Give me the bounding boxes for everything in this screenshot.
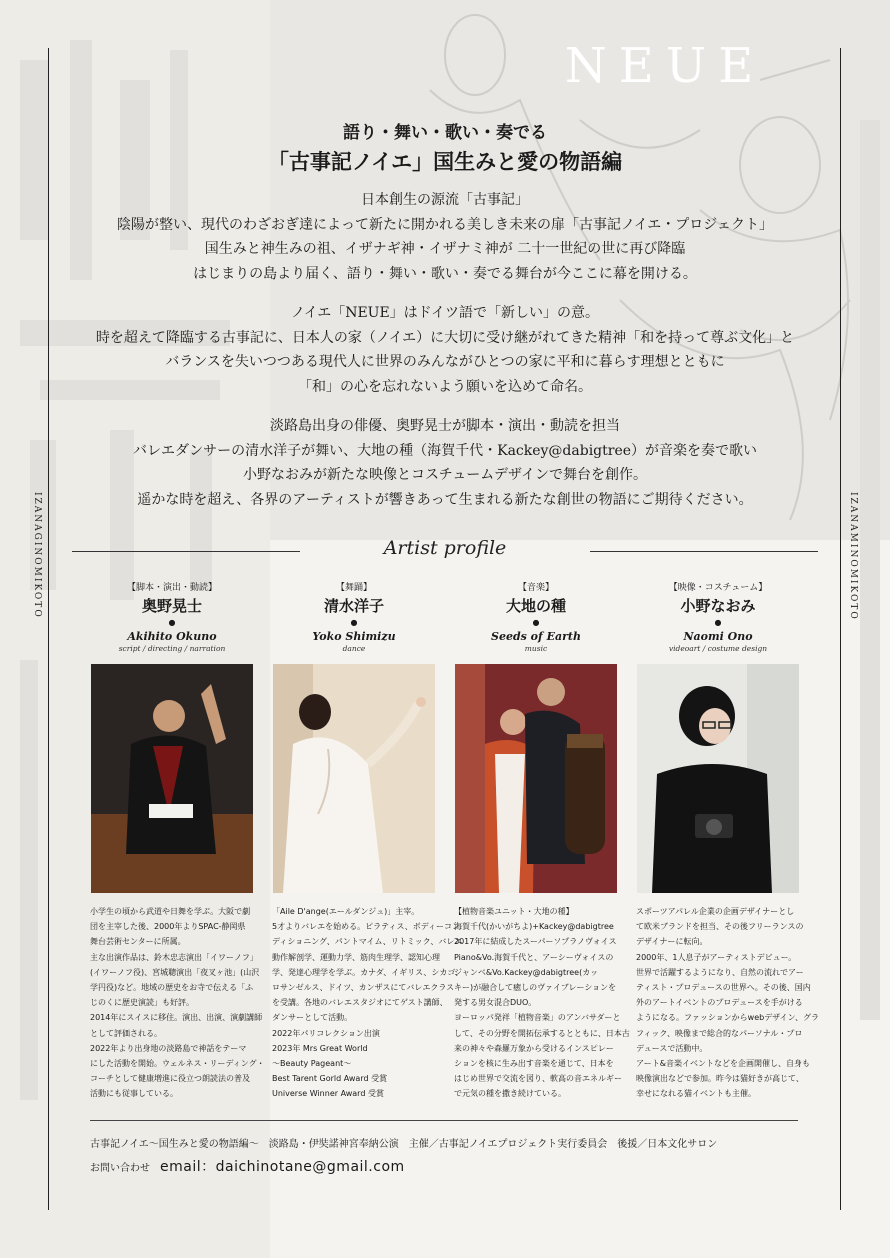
artist-header-okuno: [90, 582, 254, 654]
artist-dot: ●: [350, 618, 358, 627]
bio-line: で元気の種を撒き続けている。: [454, 1089, 566, 1099]
footer-contact: [90, 1156, 405, 1176]
artist-dot: ●: [532, 618, 540, 627]
bio-line: ジャンベ&Vo.Kackey@dabigtree(カッ: [454, 967, 599, 977]
bio-line: して、その分野を開拓伝承するとともに、日本古: [454, 1028, 630, 1038]
artist-name-en: Naomi Ono: [683, 630, 753, 643]
bio-line: 来の神々や森羅万象から受けるインスピレー: [454, 1043, 614, 1053]
footer-rule: [90, 1120, 798, 1121]
bio-ono: [636, 904, 820, 1102]
bio-line: を受講。各地のバレエスタジオにてゲスト講師、: [272, 998, 448, 1008]
bio-line: にした活動を開始。ウェルネス・リーディング・: [90, 1059, 265, 1069]
artist-profile-heading: Artist profile: [383, 537, 507, 559]
section-rule-right: [590, 551, 818, 552]
bio-line: 団を主宰した後、2000年よりSPAC-静岡県: [90, 922, 246, 932]
bio-line: 外のアートイベントのプロデュースを手がける: [636, 998, 803, 1008]
bio-line: はじめ世界で交流を図り、軟高の音エネルギー: [454, 1074, 622, 1084]
intro-line: 日本創生の源流「古事記」: [361, 192, 529, 208]
bio-line: 海賀千代(かいがちよ)+Kackey@dabigtree: [454, 922, 614, 932]
intro-line: バランスを失いつつある現代人に世界のみんながひとつの家に平和に暮らす理想とともに: [165, 354, 725, 370]
intro-line: はじまりの島より届く、語り・舞い・歌い・奏でる舞台が今ここに幕を開ける。: [193, 265, 697, 282]
bio-line: コーチとして健康増進に役立つ朗読法の普及: [90, 1074, 250, 1084]
contact-email-link[interactable]: email：daichinotane@gmail.com: [160, 1159, 405, 1175]
artist-role: 【音楽】: [517, 583, 554, 593]
bio-line: ションを核に生み出す音楽を通じて、日本を: [454, 1059, 614, 1069]
artist-header-seeds: [454, 582, 618, 654]
intro-line: ノイエ「NEUE」はドイツ語で「新しい」の意。: [291, 305, 599, 321]
bio-line: キー)が融合して癒しのヴァイブレーションを: [454, 983, 617, 993]
bio-line: 2022年より出身地の淡路島で神話をテーマ: [90, 1043, 247, 1053]
intro-paragraph-3: [80, 414, 810, 512]
right-frame-line: [840, 48, 841, 1210]
bio-line: ダンサーとして活動。: [272, 1013, 353, 1023]
bio-shimizu: [272, 904, 464, 1102]
left-frame-line: [48, 48, 49, 1210]
bio-line: (イワーノフ役)、宮城聰演出「夜叉ヶ池」(山沢: [90, 967, 260, 977]
artist-name: 清水洋子: [323, 597, 384, 615]
contact-label: お問い合わせ: [90, 1163, 150, 1174]
photo-shimizu: [273, 664, 435, 893]
bio-line: アート&音楽イベントなどを企画開催し、自身も: [636, 1059, 810, 1069]
bio-line: Piano&Vo.海賀千代と、アーシーヴォイスの: [454, 952, 614, 962]
artist-role: 【脚本・演出・動読】: [126, 583, 217, 593]
artist-name: 奥野晃士: [141, 597, 202, 615]
bio-line: 主な出演作品は、鈴木忠志演出「イワーノフ」: [90, 952, 258, 962]
title-line-2: 「古事記ノイエ」国生みと愛の物語編: [267, 149, 623, 174]
artist-name-en: Akihito Okuno: [127, 630, 217, 643]
intro-line: 時を超えて降臨する古事記に、日本人の家（ノイエ）に大切に受け継がれてきた精神「和を持って尊ぶ文化」と: [95, 329, 795, 346]
artist-dot: ●: [714, 618, 722, 627]
section-rule-left: [72, 551, 300, 552]
bio-line: デザイナーに転向。: [636, 937, 708, 947]
intro-paragraph-2: [80, 301, 810, 399]
bio-line: 5才よりバレエを始める。ピラティス、ボディーコン: [272, 922, 461, 932]
bio-line: 2022年パリコレクション出演: [272, 1028, 380, 1038]
photo-okuno: [91, 664, 253, 893]
bio-line: て欧米ブランドを担当、その後フリーランスの: [636, 922, 804, 932]
artist-name: 大地の種: [505, 597, 566, 615]
bio-line: ディショニング、パントマイム、リトミック、バレエ: [272, 937, 463, 947]
artist-header-ono: [636, 582, 800, 654]
bio-line: スポーツアパレル企業の企画デザイナーとし: [636, 907, 795, 916]
artist-name: 小野なおみ: [680, 597, 756, 615]
intro-line: バレエダンサーの清水洋子が舞い、大地の種（海賀千代・Kackey@dabigtree）が音楽を奏で歌い: [132, 442, 758, 459]
bio-line: 活動にも従事している。: [90, 1089, 178, 1099]
artist-desc: dance: [342, 644, 366, 653]
bio-line: ロサンゼルス、ドイツ、カンザスにてバレエクラス: [272, 983, 455, 993]
intro-line: 「和」の心を忘れないよう願いを込めて命名。: [298, 378, 592, 395]
artist-desc: music: [524, 644, 548, 653]
bio-okuno: [90, 904, 265, 1102]
bio-line: 世界で活躍するようになり、自然の流れでアー: [636, 967, 804, 977]
bio-line: 幸せになれる猫イベントも主催。: [636, 1089, 756, 1099]
footer-event-info: 古事記ノイエ〜国生みと愛の物語編〜 淡路島・伊奘諾神宮奉納公演 主催／古事記ノイエプロジェクト実行委員会 後援／日本文化サロン: [90, 1139, 718, 1150]
bio-line: 〜Beauty Pageant〜: [272, 1059, 352, 1069]
bio-line: Universe Winner Award 受賞: [272, 1089, 384, 1099]
bio-line: 映像演出などで参加。昨今は猫好きが高じて、: [636, 1074, 804, 1084]
brand-logo-text: NEUE: [564, 38, 766, 94]
bio-line: 発する男女混合DUO。: [454, 998, 537, 1008]
artist-role: 【舞踊】: [335, 583, 372, 593]
bio-line: ヨーロッパ発祥「植物音楽」のアンバサダーと: [454, 1013, 621, 1023]
title-line-1: 語り・舞い・歌い・奏でる: [343, 123, 547, 143]
intro-text: [80, 188, 810, 527]
intro-line: 国生みと神生みの祖、イザナギ神・イザナミ神が 二十一世紀の世に再び降臨: [204, 241, 686, 257]
bio-line: ようになる。ファッションからwebデザイン、グラ: [636, 1013, 820, 1023]
bio-line: 小学生の頃から武道や日舞を学ぶ。大阪で劇: [90, 907, 251, 916]
bio-line: 2000年、1人息子がアーティストデビュー。: [636, 952, 797, 962]
side-text-left: IZANAGINOMIKOTO: [32, 492, 42, 619]
bio-line: 学、発達心理学を学ぶ。カナダ、イギリス、シカゴ、: [272, 967, 464, 977]
bio-line: フィック、映像まで総合的なパーソナル・プロ: [636, 1028, 803, 1038]
intro-line: 小野なおみが新たな映像とコスチュームデザインで舞台を創作。: [242, 467, 648, 483]
bio-line: 2017年に結成したスーパーソプラノヴォイス: [454, 937, 617, 947]
side-text-right: IZANAMINOMIKOTO: [848, 492, 858, 621]
bio-line: 2014年にスイスに移住。演出、出演、演劇講師: [90, 1013, 263, 1023]
artist-name-en: Yoko Shimizu: [312, 630, 396, 643]
photo-seeds: [455, 664, 617, 893]
artist-dot: ●: [168, 618, 176, 627]
bio-line: 舞台芸術センターに所属。: [90, 937, 186, 947]
bio-line: 2023年 Mrs Great World: [272, 1043, 368, 1053]
intro-line: 遥かな時を超え、各界のアーティストが響きあって生まれる新たな創世の物語にご期待ください。: [137, 491, 753, 508]
bio-line: 学円役)など。地域の歴史をお寺で伝える「ふ: [90, 983, 254, 993]
artist-desc: videoart / costume design: [668, 644, 768, 653]
bio-seeds: [454, 904, 630, 1102]
intro-line: 淡路島出身の俳優、奥野晃士が脚本・演出・動読を担当: [270, 418, 620, 434]
intro-line: 陰陽が整い、現代のわざおぎ達によって新たに開かれる美しき未来の扉「古事記ノイエ・プロジェクト」: [117, 216, 773, 233]
photo-ono: [637, 664, 799, 893]
artist-role: 【映像・コスチューム】: [668, 583, 768, 593]
artist-desc: script / directing / narration: [118, 644, 226, 653]
intro-paragraph-1: [80, 188, 810, 286]
bio-line: として評価される。: [90, 1028, 162, 1038]
bio-line: 「Aile D'ange(エールダンジュ)」主宰。: [272, 907, 420, 916]
artist-name-en: Seeds of Earth: [491, 630, 581, 643]
bio-line: 【植物音楽ユニット・大地の種】: [454, 907, 574, 916]
bio-line: Best Tarent Gorld Award 受賞: [272, 1074, 388, 1084]
bio-line: デュースで活動中。: [636, 1043, 708, 1053]
artist-header-shimizu: [272, 582, 436, 654]
bio-line: 動作解剖学、運動力学、筋肉生理学、認知心理: [272, 952, 440, 962]
bio-line: ティスト・プロデュースの世界へ。その後、国内: [636, 983, 811, 993]
bio-line: じのくに歴史演読」も好評。: [90, 998, 194, 1008]
